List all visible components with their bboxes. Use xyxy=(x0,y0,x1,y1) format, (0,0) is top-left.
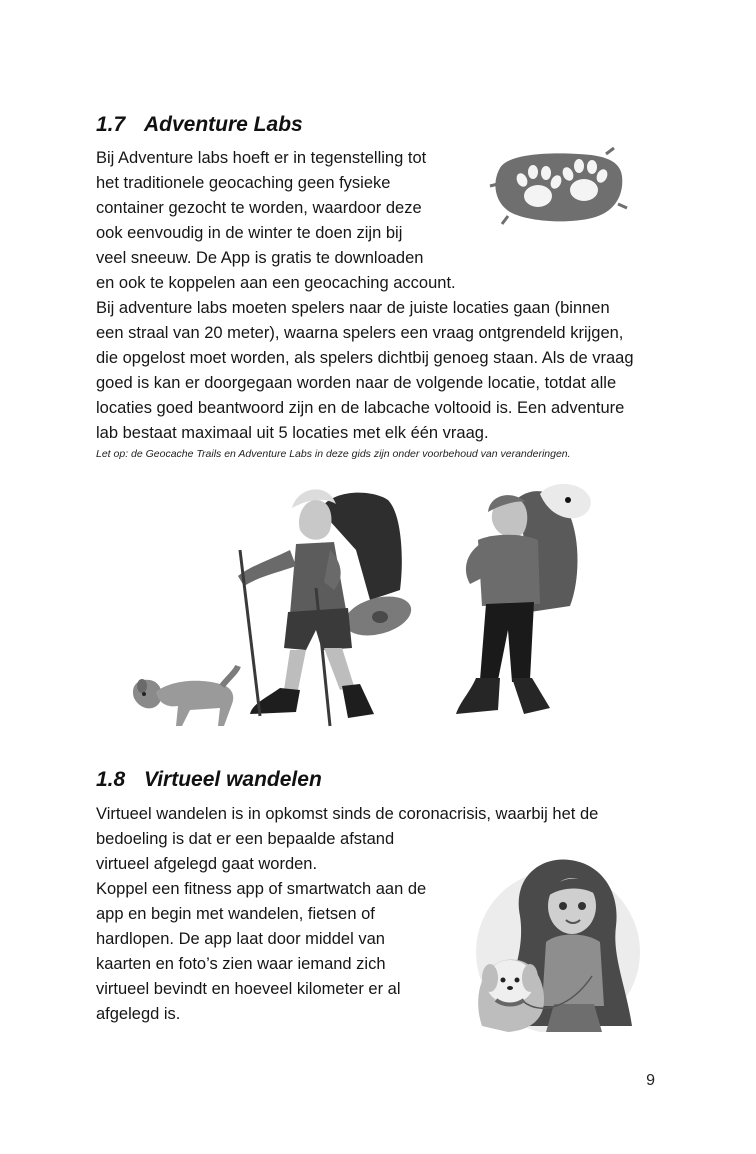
text-line: virtueel afgelegd gaat worden. xyxy=(96,855,318,873)
text-line: virtueel bevindt en hoeveel kilometer er al xyxy=(96,980,401,998)
disclaimer-note: Let op: de Geocache Trails en Adventure Labs in deze gids zijn onder voorbehoud van veranderingen. xyxy=(96,448,571,460)
female-hiker-figure xyxy=(456,484,591,714)
text-line: het traditionele geocaching geen fysieke xyxy=(96,174,391,192)
text-line: ook eenvoudig in de winter te doen zijn bij xyxy=(96,224,403,242)
text-line: Koppel een fitness app of smartwatch aan de xyxy=(96,880,427,898)
text-line: container gezocht te worden, waardoor deze xyxy=(96,199,422,217)
section-heading-1-7 xyxy=(96,113,303,137)
section-number: 1.7 xyxy=(96,113,126,136)
section-number: 1.8 xyxy=(96,768,126,791)
text-line: hardlopen. De app laat door middel van xyxy=(96,930,385,948)
text-line: Bij Adventure labs hoeft er in tegenstelling tot xyxy=(96,149,427,167)
paw-prints-icon xyxy=(488,146,628,226)
text-line: goed is kan er doorgegaan worden naar de volgende locatie, totdat alle xyxy=(96,374,617,392)
text-line: locaties goed beantwoord zijn en de labcache voltooid is. Een adventure xyxy=(96,399,625,417)
text-line: die opgelost moet worden, als spelers dichtbij genoeg staan. Als de vraag xyxy=(96,349,634,367)
section-title: Adventure Labs xyxy=(144,113,303,136)
text-line: kaarten en foto’s zien waar iemand zich xyxy=(96,955,386,973)
text-line: bedoeling is dat er een bepaalde afstand xyxy=(96,830,395,848)
hikers-illustration xyxy=(120,480,610,732)
section-title: Virtueel wandelen xyxy=(144,768,322,791)
male-hiker-figure xyxy=(238,489,416,726)
dog-figure xyxy=(133,666,238,726)
girl-with-dog-illustration xyxy=(462,856,648,1032)
page-number: 9 xyxy=(646,1072,655,1089)
text-line: een straal van 20 meter), waarna spelers een vraag ontgrendeld krijgen, xyxy=(96,324,624,342)
text-line: veel sneeuw. De App is gratis te downloaden xyxy=(96,249,424,267)
text-line: afgelegd is. xyxy=(96,1005,181,1023)
section-heading-1-8 xyxy=(96,768,322,792)
text-line: app en begin met wandelen, fietsen of xyxy=(96,905,375,923)
text-line: Virtueel wandelen is in opkomst sinds de coronacrisis, waarbij het de xyxy=(96,805,599,823)
text-line: en ook te koppelen aan een geocaching account. xyxy=(96,274,456,292)
text-line: lab bestaat maximaal uit 5 locaties met elk één vraag. xyxy=(96,424,489,442)
text-line: Bij adventure labs moeten spelers naar de juiste locaties gaan (binnen xyxy=(96,299,610,317)
